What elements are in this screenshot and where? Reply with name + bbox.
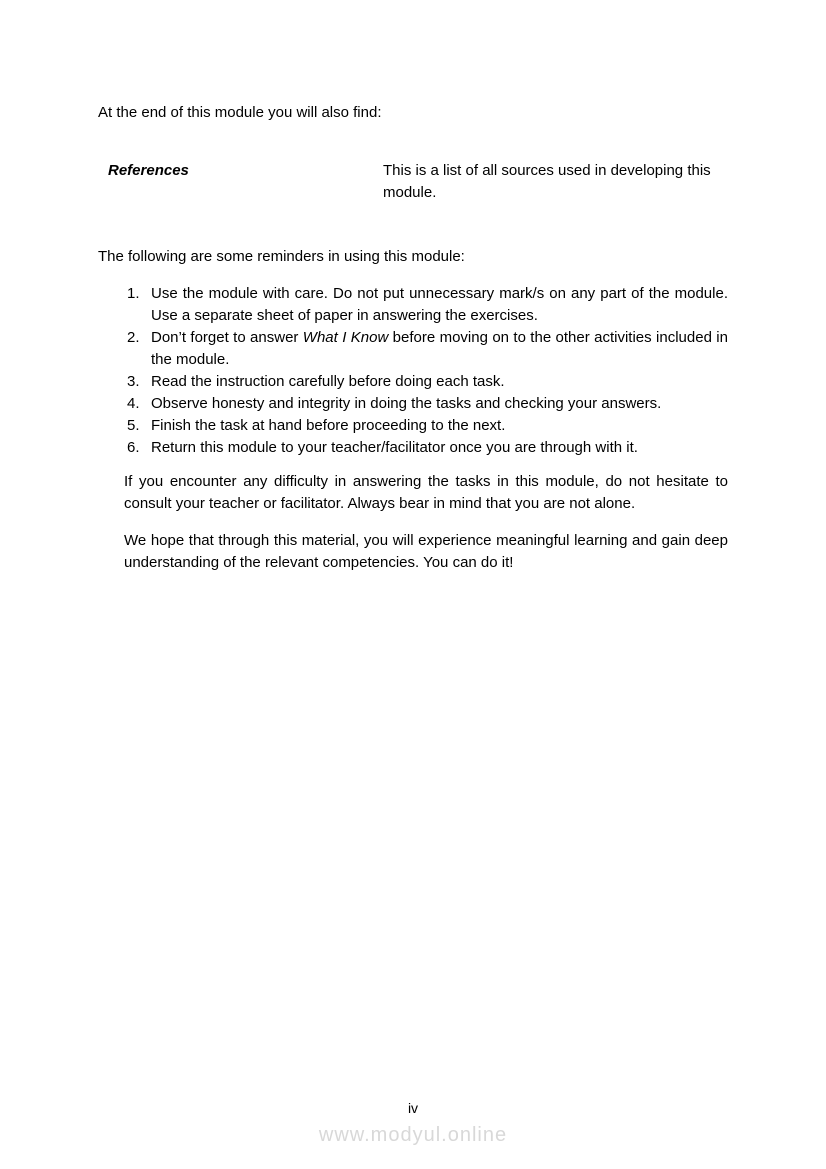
list-number: 6.: [127, 439, 140, 456]
list-text: Observe honesty and integrity in doing the tasks and checking your answers.: [151, 395, 662, 412]
page-number: iv: [407, 1100, 419, 1116]
list-item: [98, 371, 728, 393]
list-item: [98, 327, 728, 371]
references-row: [98, 160, 728, 204]
list-item: [98, 393, 728, 415]
list-text-italic: What I Know: [302, 329, 389, 346]
references-term: References: [108, 162, 189, 179]
list-text-suffix: before moving on to the other activities included in the module.: [151, 329, 728, 368]
page-content: [98, 102, 728, 589]
list-number: 1.: [127, 285, 140, 302]
list-number: 3.: [127, 373, 140, 390]
list-item: [98, 283, 728, 327]
intro-line: At the end of this module you will also find:: [98, 104, 382, 121]
reminders-list: [98, 283, 728, 459]
references-definition: This is a list of all sources used in developing this module.: [383, 162, 711, 201]
list-item: [98, 415, 728, 437]
list-number: 2.: [127, 329, 140, 346]
watermark-text: www.modyul.online: [318, 1124, 508, 1146]
list-text: Use the module with care. Do not put unnecessary mark/s on any part of the module. Use a separate sheet of paper in answering the exercises.: [151, 285, 728, 324]
list-text: Read the instruction carefully before doing each task.: [151, 373, 505, 390]
list-text-prefix: Don’t forget to answer: [151, 329, 303, 346]
list-text: [151, 327, 728, 371]
list-number: 5.: [127, 417, 140, 434]
reminders-heading: The following are some reminders in using this module:: [98, 248, 465, 265]
list-text: Return this module to your teacher/facilitator once you are through with it.: [151, 439, 638, 456]
paragraph-hope: We hope that through this material, you will experience meaningful learning and gain deep understanding of the relevant competencies. You can do it!: [124, 532, 728, 571]
list-text: Finish the task at hand before proceeding to the next.: [151, 417, 506, 434]
list-number: 4.: [127, 395, 140, 412]
paragraph-difficulty: If you encounter any difficulty in answering the tasks in this module, do not hesitate to consult your teacher or facilitator. Always bear in mind that you are not alone.: [124, 473, 728, 512]
list-item: [98, 437, 728, 459]
